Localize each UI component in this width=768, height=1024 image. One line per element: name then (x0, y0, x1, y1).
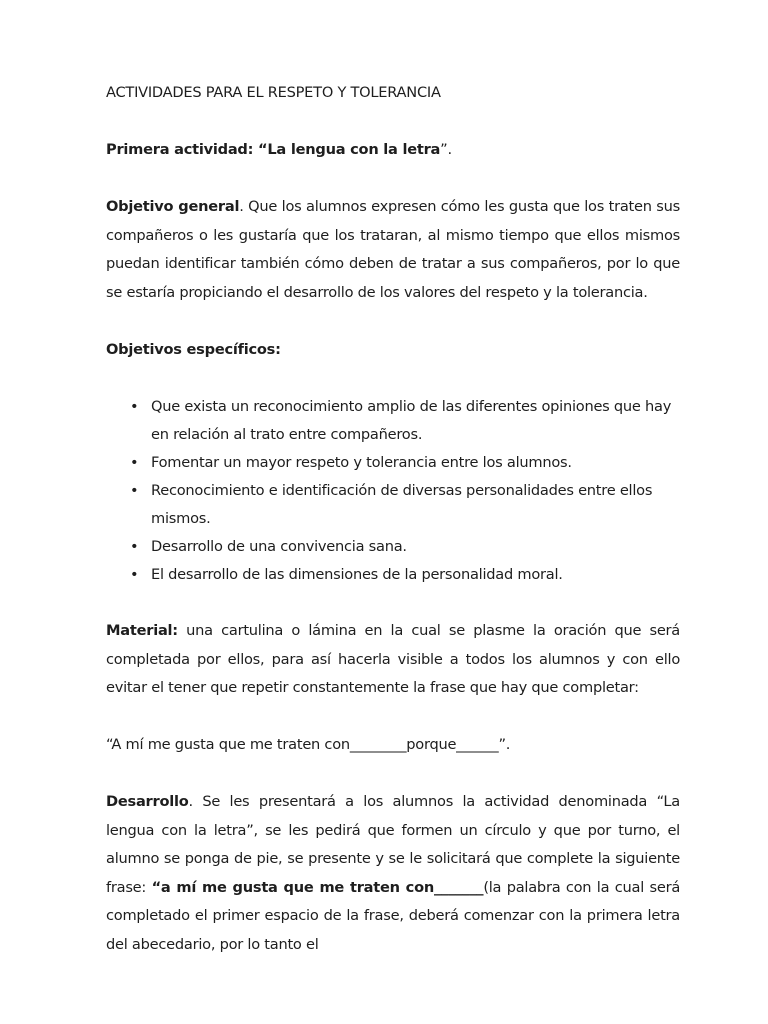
list-item-text: Reconocimiento e identificación de diversas personalidades entre ellos mismos. (151, 481, 653, 527)
first-activity-label: Primera actividad: (106, 141, 254, 158)
list-item (130, 533, 680, 561)
material-label: Material: (106, 622, 178, 639)
list-item-text: El desarrollo de las dimensiones de la personalidad moral. (151, 565, 563, 583)
list-item (130, 477, 680, 533)
bullet-icon: • (130, 481, 139, 499)
bullet-icon: • (130, 397, 139, 415)
list-item (130, 449, 680, 477)
list-item-text: Que exista un reconocimiento amplio de las diferentes opiniones que hay en relación al trato entre compañeros. (151, 397, 672, 443)
development-paragraph (106, 788, 680, 959)
bullet-icon: • (130, 453, 139, 471)
bullet-icon: • (130, 537, 139, 555)
development-bold-phrase: “a mí me gusta que me traten con_______ (151, 878, 484, 896)
list-item (130, 393, 680, 449)
first-activity-name: “La lengua con la letra (253, 141, 441, 158)
first-activity-heading (106, 136, 680, 165)
bullet-icon: • (130, 565, 139, 583)
list-item-text: Desarrollo de una convivencia sana. (151, 537, 407, 555)
development-text-after: (la palabra con la cual será completado el primer espacio de la frase, deberá comenzar con la primera letra del abecedario, por lo tanto el (106, 878, 681, 953)
list-item (130, 561, 680, 589)
development-label: Desarrollo (106, 793, 189, 810)
document-title: ACTIVIDADES PARA EL RESPETO Y TOLERANCIA (106, 84, 441, 101)
general-objective-label: Objetivo general (106, 198, 240, 215)
specific-objectives-list (106, 393, 680, 589)
general-objective-paragraph (106, 193, 680, 307)
development-text: . Se les presentará a los alumnos la actividad denominada “La lengua con la letra”, se les pedirá que formen un círculo y que por turno, el alumno se ponga de pie, se presente y se le solicitará que complete la siguiente frase: (106, 793, 680, 896)
phrase-to-complete: “A mí me gusta que me traten con________porque______”. (106, 736, 511, 753)
first-activity-tail: ”. (440, 141, 452, 158)
list-item-text: Fomentar un mayor respeto y tolerancia entre los alumnos. (151, 453, 572, 471)
material-text: una cartulina o lámina en la cual se plasme la oración que será completada por ellos, para así hacerla visible a todos los alumnos y con ello evitar el tener que repetir constantemente la frase que hay que completar: (106, 622, 680, 696)
general-objective-text: . Que los alumnos expresen cómo les gusta que los traten sus compañeros o les gustaría que los trataran, al mismo tiempo que ellos mismos puedan identificar también cómo deben de tratar a sus compañeros, por lo que se estaría propiciando el desarrollo de los valores del respeto y la tolerancia. (106, 198, 680, 301)
material-paragraph (106, 617, 680, 703)
specific-objectives-heading: Objetivos específicos: (106, 340, 281, 358)
